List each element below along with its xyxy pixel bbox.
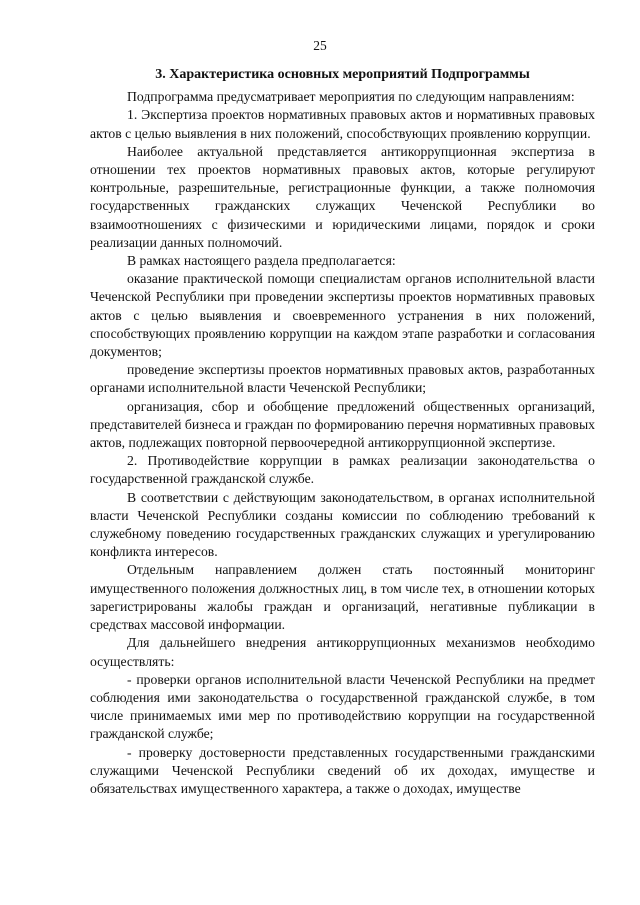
paragraph-item-2: 2. Противодействие коррупции в рамках реализации законодательства о государственной гражданской службе. [90,453,595,487]
paragraph-conducting-expertise: проведение экспертизы проектов нормативных правовых актов, разработанных органами исполнительной власти Чеченской Республики; [90,362,595,396]
paragraph-collecting-proposals: организация, сбор и обобщение предложений общественных организаций, представителей бизнеса и граждан по формированию перечня нормативных правовых актов, подлежащих повторной первоочередной антикоррупционной экспертизе. [90,398,595,451]
paragraph-further-implementation: Для дальнейшего внедрения антикоррупционных механизмов необходимо осуществлять: [90,635,595,669]
paragraph-inspections: - проверки органов исполнительной власти Чеченской Республики на предмет соблюдения ими законодательства о государственной гражданской службе, в том числе принимаемых ими мер по противодействию коррупции на государственной гражданской службе; [90,671,595,742]
paragraph-item-1: 1. Экспертиза проектов нормативных правовых актов и нормативных правовых актов с целью выявления в них положений, способствующих проявлению коррупции. [90,107,595,141]
paragraph-expertise-relevance: Наиболее актуальной представляется антикоррупционная экспертиза в отношении тех проектов нормативных правовых актов, которые регулируют контрольные, разрешительные, регистрационные функции, а также полномочия государственных гражданских служащих Чеченской Республики во взаимоотношениях с физическими и юридическими лицами, порядок и сроки реализации данных полномочий. [90,143,595,250]
paragraph-practical-assistance: оказание практической помощи специалистам органов исполнительной власти Чеченской Республики при проведении экспертизы проектов нормативных правовых актов с целью выявления и своевременного устранения в них положений, способствующих проявлению коррупции на каждом этапе разработки и согласования документов; [90,271,595,360]
section-heading: 3. Характеристика основных мероприятий Подпрограммы [155,67,530,82]
paragraph-monitoring: Отдельным направлением должен стать постоянный мониторинг имущественного положения должностных лиц, в том числе тех, в отношении которых зарегистрированы жалобы граждан и организаций, негативные публикации в средствах массовой информации. [90,562,595,633]
page-number: 25 [313,38,327,53]
paragraph-commissions: В соответствии с действующим законодательством, в органах исполнительной власти Чеченской Республики созданы комиссии по соблюдению требований к служебному поведению государственных гражданских служащих и урегулированию конфликта интересов. [90,489,595,560]
paragraph-intro: Подпрограмма предусматривает мероприятия по следующим направлениям: [127,89,575,105]
document-body [90,66,595,798]
paragraph-section-scope: В рамках настоящего раздела предполагается: [127,253,396,269]
paragraph-verification: - проверку достоверности представленных государственными гражданскими служащими Чеченской Республики сведений об их доходах, имуществе и обязательствах имущественного характера, а также о доходах, имуществе [90,744,595,796]
